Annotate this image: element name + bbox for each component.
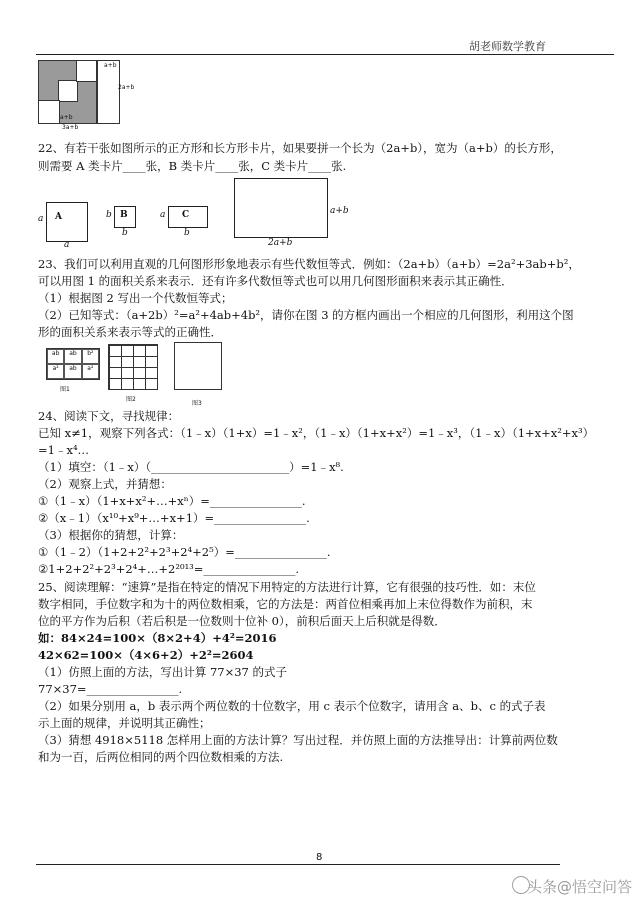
fig1-cell: ab xyxy=(47,349,64,364)
fig3-caption: 图3 xyxy=(192,400,202,407)
q23-line-4: （2）已知等式：（a+2b）²=a²+4ab+4b²，请你在图 3 的方框内画出一个相应的几何图形，利用这个图 xyxy=(38,308,574,322)
card-c-bottom: b xyxy=(184,228,190,238)
card-a-bottom: a xyxy=(64,240,70,250)
card-b-bottom: b xyxy=(122,228,128,238)
page-header-title: 胡老师数学教育 xyxy=(469,40,546,53)
fig1-cell: a² xyxy=(47,364,64,379)
q25-line-2: 数字相同，手位数字和为十的两位数相乘，它的方法是：两首位相乘再加上末位得数作为前积，末 xyxy=(38,597,533,611)
watermark: 头条@悟空问答 xyxy=(526,878,632,896)
q25-line-11: 和为一百，后两位相同的两个四位数相乘的方法. xyxy=(38,750,284,764)
q24-line-6: ①（1﹣x）（1+x+x²+…+xⁿ）=________________. xyxy=(38,494,306,508)
fig1-caption: 图1 xyxy=(60,386,70,393)
top-fig-label-3: a+b xyxy=(60,114,73,121)
q25-line-10: （3）猜想 4918×5118 怎样用上面的方法计算？写出过程．并仿照上面的方法推导出：计算前两位数 xyxy=(38,733,558,747)
q23-figures xyxy=(38,342,238,406)
top-fig-label-2: 2a+b xyxy=(118,84,135,91)
q24-line-3: =1﹣x⁴… xyxy=(38,443,90,457)
top-figure xyxy=(38,60,134,132)
q24-line-4: （1）填空：（1﹣x）（________________________）=1﹣x⁸. xyxy=(38,460,344,474)
q22-line-1: 22、有若干张如图所示的正方形和长方形卡片，如果要拼一个长为（2a+b），宽为（a+b）的长方形， xyxy=(38,141,562,155)
q25-line-7: 77×37=________________. xyxy=(38,682,183,696)
top-fig-label-4: 3a+b xyxy=(62,124,79,131)
q23-line-3: （1）根据图 2 写出一个代数恒等式； xyxy=(38,291,233,305)
q24-line-2: 已知 x≠1，观察下列各式：（1﹣x）（1+x）=1﹣x²，（1﹣x）（1+x+x²）=1﹣x³，（1﹣x）（1+x+x²+x³） xyxy=(38,426,595,440)
header-rule xyxy=(36,54,614,55)
q24-line-8: （3）根据你的猜想，计算： xyxy=(38,528,184,542)
q22-cards xyxy=(38,178,358,250)
q22-line-2: 则需要 A 类卡片____张，B 类卡片____张，C 类卡片____张. xyxy=(38,159,347,173)
q24-line-5: （2）观察上式，并猜想： xyxy=(38,477,172,491)
q25-line-3: 位的平方作为后积（若后积是一位数则十位补 0），前积后面天上后积就是得数． xyxy=(38,614,446,628)
q24-line-7: ②（x﹣1）（x¹⁰+x⁹+…+x+1）=________________. xyxy=(38,511,310,525)
q25-line-5: 42×62=100×（4×6+2）+2²=2604 xyxy=(38,648,254,662)
rect-bottom: 2a+b xyxy=(268,238,293,248)
card-a-side: a xyxy=(38,214,44,224)
fig1-cell: b² xyxy=(82,349,99,364)
rect-side: a+b xyxy=(330,206,349,216)
footer-rule xyxy=(36,864,560,865)
fig2-caption: 图2 xyxy=(126,396,136,403)
q23-line-1: 23、我们可以利用直观的几何图形形象地表示有些代数恒等式．例如：（2a+b）（a+b）=2a²+3ab+b²， xyxy=(38,257,580,271)
card-a-name: A xyxy=(55,212,62,222)
q25-line-4: 如：84×24=100×（8×2+4）+4²=2016 xyxy=(38,631,277,645)
fig1-cell: ab xyxy=(64,364,81,379)
page-number: 8 xyxy=(316,852,323,863)
q25-line-8: （2）如果分别用 a，b 表示两个两位数的十位数字，用 c 表示个位数字，请用含 a、b、c 的式子表 xyxy=(38,699,546,713)
fig1-cell: ab xyxy=(64,349,81,364)
q24-line-10: ②1+2+2²+2³+2⁴+…+2²⁰¹³=________________. xyxy=(38,562,300,576)
card-b-name: B xyxy=(120,210,128,220)
q24-line-1: 24、阅读下文，寻找规律： xyxy=(38,409,180,423)
fig1-cell: a² xyxy=(82,364,99,379)
q25-line-9: 示上面的规律，并说明其正确性； xyxy=(38,716,211,730)
top-fig-label-1: a+b xyxy=(104,62,117,69)
q23-line-2: 可以用图 1 的面积关系来表示．还有许多代数恒等式也可以用几何图形面积来表示其正确性． xyxy=(38,274,513,288)
card-b-side: b xyxy=(106,210,112,220)
q23-line-5: 形的面积关系来表示等式的正确性． xyxy=(38,325,222,339)
card-c-side: a xyxy=(160,210,166,220)
q24-line-9: ①（1﹣2）（1+2+2²+2³+2⁴+2⁵）=________________. xyxy=(38,545,331,559)
card-c-name: C xyxy=(182,210,190,220)
q25-line-6: （1）仿照上面的方法，写出计算 77×37 的式子 xyxy=(38,665,288,679)
q25-line-1: 25、阅读理解：“速算”是指在特定的情况下用特定的方法进行计算，它有很强的技巧性．如：末位 xyxy=(38,580,536,594)
